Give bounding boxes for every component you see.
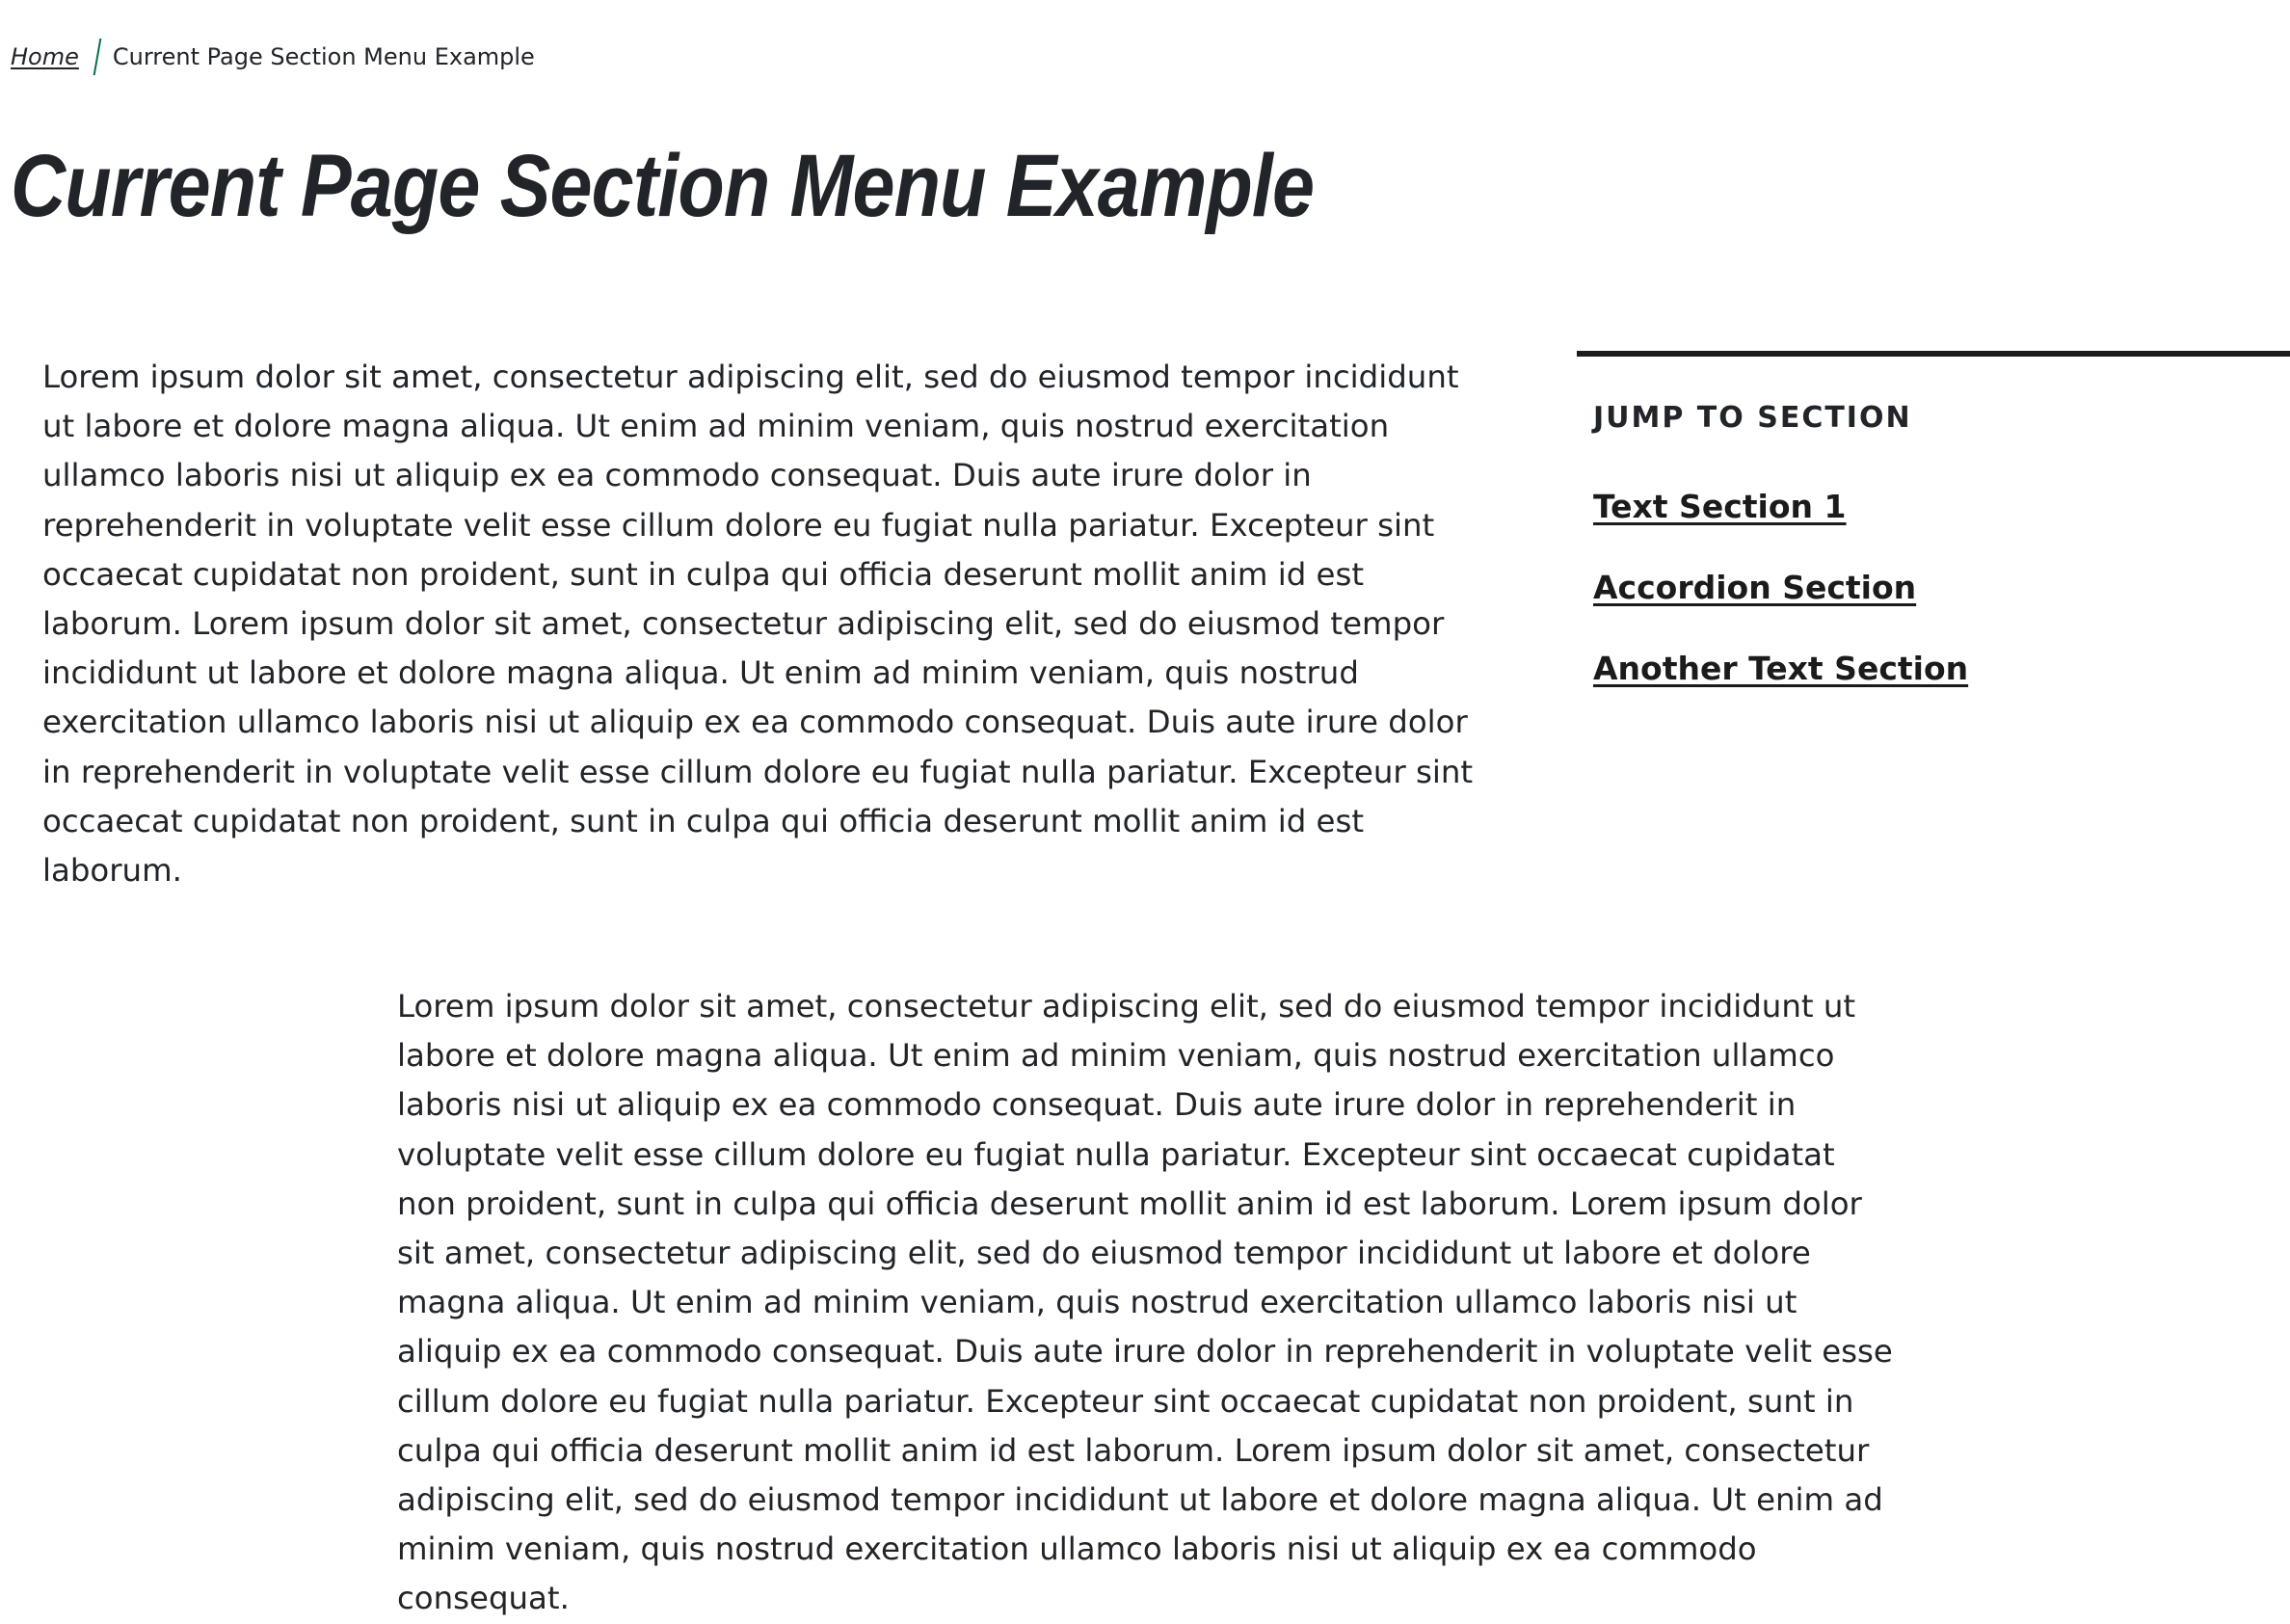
text-section-1-paragraph: Lorem ipsum dolor sit amet, consectetur adipiscing elit, sed do eiusmod tempor incididunt ut labore et dolore magna aliqua. Ut enim ad minim veniam, quis nostrud exercitation ullamco laboris nisi ut aliquip ex ea commodo consequat. Duis aute irure dolor in reprehenderit in voluptate velit esse cillum dolore eu fugiat nulla pariatur. Excepteur sint occaecat cupidatat non proident, sunt in culpa qui officia deserunt mollit anim id est laborum. Lorem ipsum dolor sit amet, consectetur adipiscing elit, sed do eiusmod tempor incididunt ut labore et dolore magna aliqua. Ut enim ad minim veniam, quis nostrud exercitation ullamco laboris nisi ut aliquip ex ea commodo consequat. Duis aute irure dolor in reprehenderit in voluptate velit esse cillum dolore eu fugiat nulla pariatur. Excepteur sint occaecat cupidatat non proident, sunt in culpa qui officia deserunt mollit anim id est laborum. Lorem ipsum dolor sit amet, consectetur adipiscing elit, sed do eiusmod tempor incididunt ut labore et dolore magna aliqua. Ut enim ad minim veniam, quis nostrud exercitation ullamco laboris nisi ut aliquip ex ea commodo consequat. [397, 988, 1893, 1617]
breadcrumb-current: Current Page Section Menu Example [112, 43, 535, 70]
page-title: Current Page Section Menu Example [11, 137, 1315, 235]
breadcrumb [11, 39, 535, 75]
jump-to-section-heading: JUMP TO SECTION [1593, 401, 1912, 435]
jump-link-text-section-1[interactable]: Text Section 1 [1593, 488, 1847, 525]
jump-to-section-menu [1577, 351, 2290, 687]
breadcrumb-home-link[interactable]: Home [11, 43, 79, 70]
jump-link-accordion-section[interactable]: Accordion Section [1593, 569, 1917, 606]
intro-paragraph: Lorem ipsum dolor sit amet, consectetur adipiscing elit, sed do eiusmod tempor incididunt ut labore et dolore magna aliqua. Ut enim ad minim veniam, quis nostrud exercitation ullamco laboris nisi ut aliquip ex ea commodo consequat. Duis aute irure dolor in reprehenderit in voluptate velit esse cillum dolore eu fugiat nulla pariatur. Excepteur sint occaecat cupidatat non proident, sunt in culpa qui officia deserunt mollit anim id est laborum. Lorem ipsum dolor sit amet, consectetur adipiscing elit, sed do eiusmod tempor incididunt ut labore et dolore magna aliqua. Ut enim ad minim veniam, quis nostrud exercitation ullamco laboris nisi ut aliquip ex ea commodo consequat. Duis aute irure dolor in reprehenderit in voluptate velit esse cillum dolore eu fugiat nulla pariatur. Excepteur sint occaecat cupidatat non proident, sunt in culpa qui officia deserunt mollit anim id est laborum. [42, 359, 1474, 890]
jump-link-another-text-section[interactable]: Another Text Section [1593, 650, 1969, 687]
breadcrumb-separator [93, 39, 102, 75]
